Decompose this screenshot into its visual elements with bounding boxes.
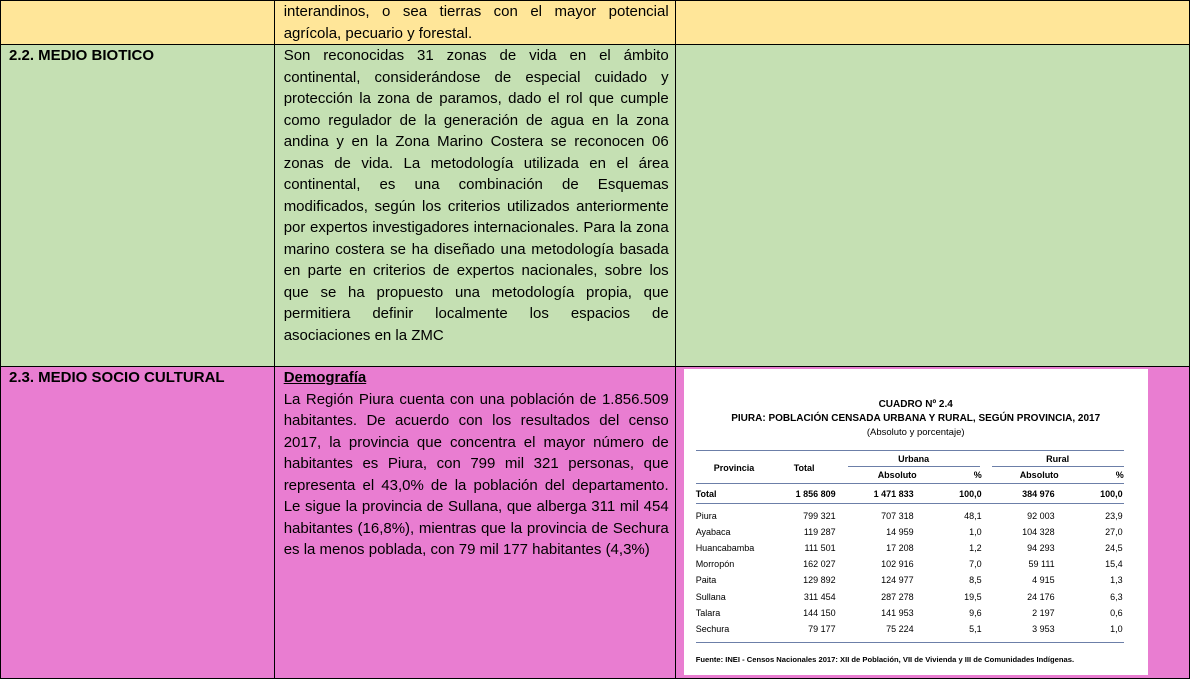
cuadro-cell-u-pct: 1,0 xyxy=(969,527,982,538)
cuadro-cell-u-pct: 1,2 xyxy=(969,543,982,554)
row-medio-socio-cultural xyxy=(1,367,1190,679)
cuadro-cell-name: Paita xyxy=(695,575,717,586)
hdr-total: Total xyxy=(793,463,815,473)
cuadro-cell-r-abs: 92 003 xyxy=(1027,511,1055,521)
cuadro-cell-u-pct: 9,6 xyxy=(969,607,982,618)
table-bottom-rule xyxy=(696,642,1124,643)
cuadro-cell-total: 119 287 xyxy=(803,527,836,538)
cuadro-cell-u-abs: 141 953 xyxy=(881,607,914,618)
cuadro-cell-r-abs: 24 176 xyxy=(1027,591,1055,602)
cuadro-cell-r-pct: 27,0 xyxy=(1105,527,1123,538)
cuadro-cell-total: 111 501 xyxy=(804,543,836,554)
cuadro-cell-total: 799 321 xyxy=(803,511,836,521)
cuadro-cell-r-pct: 24,5 xyxy=(1105,543,1123,554)
cuadro-image-cell xyxy=(675,367,1189,679)
medio-biotico-paragraph: Son reconocidas 31 zonas de vida en el ámbito continental, considerándose de especial cuidado y protección la zona de paramos, dado el rol que cumple como regulador de la generación de agua en la zona andina y en la Zona Marino Costera se reconocen 06 zonas de vida. La metodología utilizada en el área continental, es una combinación de Esquemas modificados, según los criterios utilizados anteriormente por expertos investigadores internacionales. Para la zona marino costera se ha diseñado una metodología basada en parte en criterios de expertos nacionales, sobre los que se ha propuesto una metodología propia, que permitiera definir localmente los espacios de asociaciones en la ZMC xyxy=(283,47,669,344)
cuadro-cell-u-pct: 48,1 xyxy=(964,511,982,521)
cuadro-cell-r-abs: 3 953 xyxy=(1032,623,1055,634)
cuadro-cell-total: 162 027 xyxy=(803,559,836,570)
cuadro-cell-name: Sechura xyxy=(695,623,730,634)
cuadro-2-4-image xyxy=(684,369,1148,675)
cuadro-cell-r-abs: 94 293 xyxy=(1027,543,1055,554)
hdr-urbana-absoluto: Absoluto xyxy=(877,470,917,480)
total-bottom-rule xyxy=(696,503,1124,504)
cuadro-source: Fuente: INEI - Censos Nacionales 2017: XII de Población, VII de Vivienda y III de Comunidades Indígenas. xyxy=(695,655,1075,664)
cuadro-cell-name: Huancabamba xyxy=(695,543,755,554)
cuadro-cell-name: Piura xyxy=(695,511,717,521)
urbana-rule xyxy=(848,466,980,467)
cuadro-cell-r-pct: 23,9 xyxy=(1105,511,1123,521)
medio-biotico-label: 2.2. MEDIO BIOTICO xyxy=(9,47,155,64)
total-row-u-abs: 1 471 833 xyxy=(873,489,914,499)
cuadro-cell-r-abs: 4 915 xyxy=(1032,575,1055,586)
total-row-total: 1 856 809 xyxy=(795,489,836,499)
cuadro-cell-total: 79 177 xyxy=(808,623,836,634)
cuadro-cell-r-pct: 1,3 xyxy=(1110,575,1123,586)
header-bottom-rule xyxy=(696,483,1124,484)
cuadro-cell-u-pct: 5,1 xyxy=(969,623,982,634)
cuadro-cell-total: 129 892 xyxy=(803,575,836,586)
total-row-r-pct: 100,0 xyxy=(1100,489,1123,499)
cuadro-cell-u-abs: 17 208 xyxy=(886,543,914,554)
cuadro-subtitle: (Absoluto y porcentaje) xyxy=(866,427,965,438)
cuadro-cell-name: Ayabaca xyxy=(695,527,731,538)
socio-label-cell xyxy=(1,367,275,679)
cuadro-cell-r-abs: 59 111 xyxy=(1028,559,1055,570)
cuadro-cell-r-pct: 6,3 xyxy=(1110,591,1123,602)
cuadro-cell-r-abs: 2 197 xyxy=(1032,607,1055,618)
row-continuation-text xyxy=(274,1,675,45)
cuadro-number: CUADRO Nº 2.4 xyxy=(878,399,953,410)
header-top-rule xyxy=(696,450,1124,451)
total-row-u-pct: 100,0 xyxy=(959,489,982,499)
cuadro-title: PIURA: POBLACIÓN CENSADA URBANA Y RURAL, SEGÚN PROVINCIA, 2017 xyxy=(731,413,1101,424)
socio-text-cell xyxy=(274,367,675,679)
row-medio-biotico xyxy=(1,45,1190,367)
cuadro-cell-r-pct: 15,4 xyxy=(1105,559,1123,570)
row-continuation-extra xyxy=(675,1,1189,45)
cuadro-cell-u-abs: 287 278 xyxy=(881,591,914,602)
socio-label: 2.3. MEDIO SOCIO CULTURAL xyxy=(9,369,225,386)
cuadro-cell-r-abs: 104 328 xyxy=(1022,527,1055,538)
cuadro-cell-u-pct: 8,5 xyxy=(969,575,982,586)
hdr-provincia: Provincia xyxy=(713,463,755,473)
cuadro-cell-name: Morropón xyxy=(695,559,735,570)
rural-rule xyxy=(992,466,1124,467)
total-row-r-abs: 384 976 xyxy=(1022,489,1055,499)
hdr-rural-pct: % xyxy=(1115,470,1124,480)
cuadro-cell-u-abs: 124 977 xyxy=(881,575,914,586)
continuation-paragraph: interandinos, o sea tierras con el mayor potencial agrícola, pecuario y forestal. xyxy=(283,3,669,42)
hdr-urbana: Urbana xyxy=(898,454,930,464)
cuadro-cell-u-abs: 102 916 xyxy=(881,559,914,570)
total-row-name: Total xyxy=(695,489,717,499)
cuadro-cell-u-abs: 14 959 xyxy=(886,527,914,538)
cuadro-cell-u-pct: 19,5 xyxy=(964,591,982,602)
row-continuation-label xyxy=(1,1,275,45)
cuadro-cell-total: 144 150 xyxy=(803,607,836,618)
cuadro-cell-name: Talara xyxy=(695,607,721,618)
cuadro-cell-r-pct: 0,6 xyxy=(1110,607,1123,618)
medio-biotico-extra xyxy=(675,45,1189,367)
cuadro-cell-name: Sullana xyxy=(695,591,726,602)
medio-biotico-label-cell xyxy=(1,45,275,367)
hdr-urbana-pct: % xyxy=(973,470,982,480)
hdr-rural: Rural xyxy=(1046,454,1070,464)
demografia-heading: Demografía xyxy=(283,369,367,386)
row-continuation xyxy=(1,1,1190,45)
cuadro-cell-u-abs: 707 318 xyxy=(881,511,914,521)
cuadro-cell-u-abs: 75 224 xyxy=(886,623,914,634)
cuadro-cell-total: 311 454 xyxy=(803,591,836,602)
cuadro-cell-u-pct: 7,0 xyxy=(969,559,982,570)
demografia-paragraph: La Región Piura cuenta con una población de 1.856.509 habitantes. De acuerdo con los resultados del censo 2017, la provincia que concentra el mayor número de habitantes es Piura, con 799 mil 321 personas, que representa el 43,0% de la población del departamento. Le sigue la provincia de Sullana, que alberga 311 mil 454 habitantes (16,8%), mientras que la provincia de Sechura es la menos poblada, con 79 mil 177 habitantes (4,3%) xyxy=(283,390,669,558)
medio-biotico-text-cell xyxy=(274,45,675,367)
cuadro-cell-r-pct: 1,0 xyxy=(1110,623,1123,634)
hdr-rural-absoluto: Absoluto xyxy=(1019,470,1059,480)
